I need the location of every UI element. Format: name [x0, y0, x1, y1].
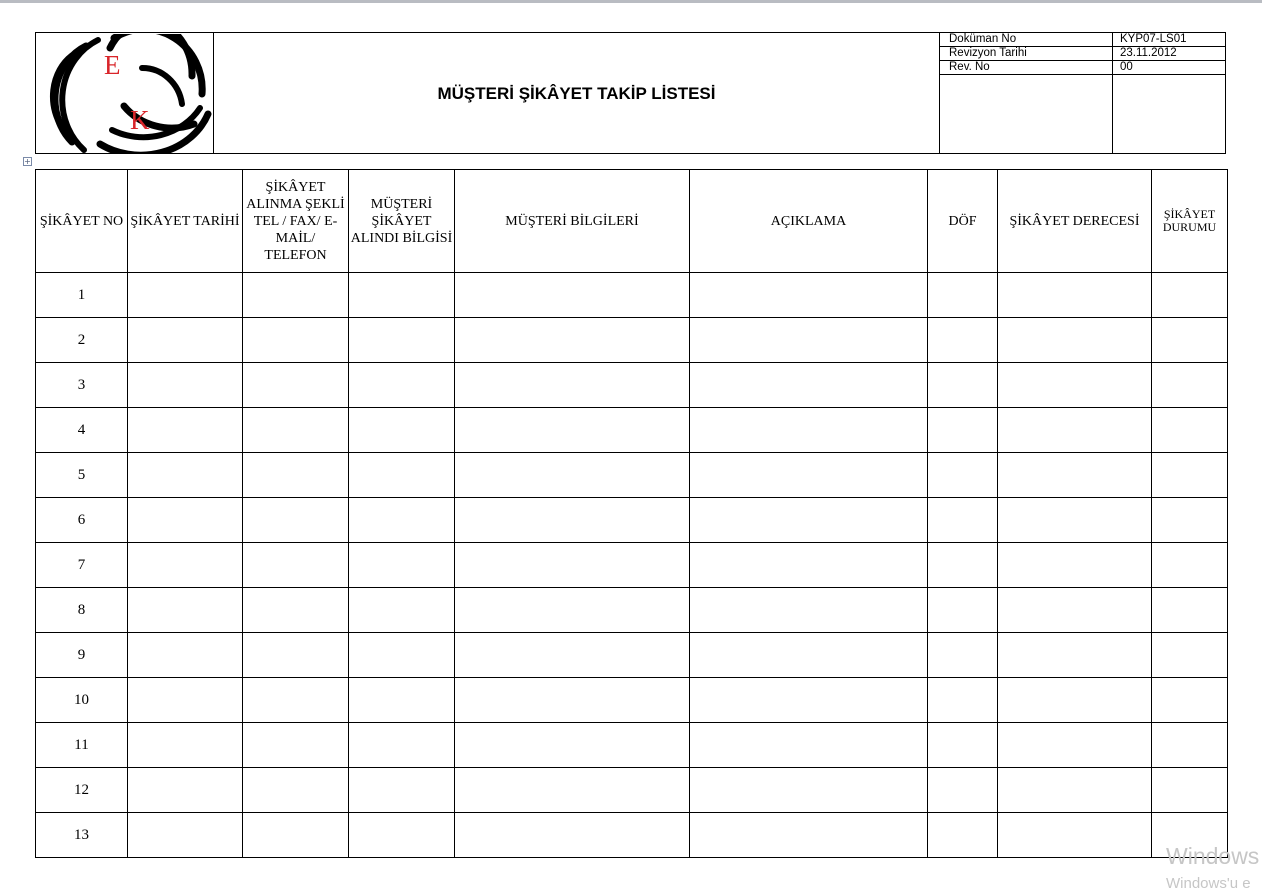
activation-watermark: Windows	[1166, 843, 1260, 869]
table-row	[36, 498, 1228, 543]
table-cell[interactable]	[928, 588, 998, 633]
table-cell[interactable]	[928, 678, 998, 723]
col-header-receipt-method: ŞİKÂYET ALINMA ŞEKLİ TEL / FAX/ E-MAİL/ TELEFON	[243, 170, 349, 273]
row-number: 5	[36, 453, 128, 498]
table-cell[interactable]	[349, 408, 455, 453]
table-cell[interactable]	[455, 678, 690, 723]
table-cell[interactable]	[690, 768, 928, 813]
table-cell[interactable]	[928, 813, 998, 858]
meta-row-rev-no	[940, 61, 1225, 75]
table-cell[interactable]	[998, 813, 1152, 858]
table-cell[interactable]	[128, 273, 243, 318]
logo-letter-bottom: K	[130, 105, 150, 135]
col-header-customer-info: MÜŞTERİ BİLGİLERİ	[455, 170, 690, 273]
table-cell[interactable]	[455, 768, 690, 813]
table-cell[interactable]	[928, 273, 998, 318]
meta-row-doc-no	[940, 33, 1225, 47]
activation-watermark-sub: Windows'u e	[1166, 875, 1251, 892]
table-cell[interactable]	[1152, 768, 1228, 813]
table-cell[interactable]	[1152, 273, 1228, 318]
table-cell[interactable]	[243, 633, 349, 678]
table-cell[interactable]	[455, 543, 690, 588]
table-cell[interactable]	[455, 453, 690, 498]
table-cell[interactable]	[998, 588, 1152, 633]
table-cell[interactable]	[1152, 453, 1228, 498]
table-move-handle-icon[interactable]: +	[24, 157, 31, 166]
table-cell[interactable]	[128, 318, 243, 363]
table-cell[interactable]	[243, 453, 349, 498]
table-cell[interactable]	[928, 543, 998, 588]
table-body	[36, 273, 1228, 858]
table-cell[interactable]	[128, 408, 243, 453]
table-cell[interactable]	[998, 723, 1152, 768]
table-cell[interactable]	[455, 273, 690, 318]
table-cell[interactable]	[998, 498, 1152, 543]
table-row	[36, 363, 1228, 408]
page-title: MÜŞTERİ ŞİKÂYET TAKİP LİSTESİ	[437, 84, 716, 103]
meta-label: Revizyon Tarihi	[949, 47, 1027, 59]
table-row	[36, 723, 1228, 768]
table-cell[interactable]	[928, 723, 998, 768]
title-cell	[214, 33, 940, 153]
table-cell[interactable]	[690, 408, 928, 453]
table-cell[interactable]	[128, 588, 243, 633]
row-number: 12	[36, 768, 128, 813]
table-cell[interactable]	[243, 588, 349, 633]
table-cell[interactable]	[928, 498, 998, 543]
table-cell[interactable]	[128, 678, 243, 723]
table-cell[interactable]	[1152, 633, 1228, 678]
table-cell[interactable]	[243, 498, 349, 543]
table-row	[36, 318, 1228, 363]
table-cell[interactable]	[690, 633, 928, 678]
table-cell[interactable]	[349, 273, 455, 318]
table-cell[interactable]	[349, 318, 455, 363]
row-number: 1	[36, 273, 128, 318]
table-cell[interactable]	[349, 813, 455, 858]
table-cell[interactable]	[1152, 363, 1228, 408]
table-cell[interactable]	[455, 588, 690, 633]
table-cell[interactable]	[1152, 543, 1228, 588]
table-cell[interactable]	[455, 633, 690, 678]
table-row	[36, 678, 1228, 723]
table-cell[interactable]	[243, 318, 349, 363]
table-cell[interactable]	[128, 543, 243, 588]
table-cell[interactable]	[690, 498, 928, 543]
table-cell[interactable]	[243, 723, 349, 768]
table-row	[36, 543, 1228, 588]
table-row	[36, 273, 1228, 318]
table-cell[interactable]	[455, 408, 690, 453]
logo-cell	[36, 33, 214, 153]
table-cell[interactable]	[128, 768, 243, 813]
table-cell[interactable]	[690, 363, 928, 408]
table-cell[interactable]	[128, 453, 243, 498]
table-cell[interactable]	[998, 318, 1152, 363]
table-cell[interactable]	[349, 633, 455, 678]
table-cell[interactable]	[998, 273, 1152, 318]
company-logo	[42, 34, 212, 154]
col-header-complaint-status-label: ŞİKÂYET DURUMU	[1162, 207, 1217, 234]
table-cell[interactable]	[928, 318, 998, 363]
row-number: 4	[36, 408, 128, 453]
table-cell[interactable]	[349, 678, 455, 723]
table-cell[interactable]	[349, 453, 455, 498]
logo-letter-top: E	[104, 50, 121, 80]
table-cell[interactable]	[128, 498, 243, 543]
col-header-complaint-date: ŞİKÂYET TARİHİ	[128, 170, 243, 273]
table-cell[interactable]	[998, 408, 1152, 453]
table-cell[interactable]	[128, 723, 243, 768]
row-number: 2	[36, 318, 128, 363]
table-cell[interactable]	[1152, 408, 1228, 453]
table-cell[interactable]	[243, 813, 349, 858]
table-cell[interactable]	[455, 498, 690, 543]
row-number: 3	[36, 363, 128, 408]
document-header	[35, 32, 1226, 154]
table-cell[interactable]	[128, 813, 243, 858]
table-cell[interactable]	[1152, 318, 1228, 363]
table-row	[36, 453, 1228, 498]
col-header-complaint-degree: ŞİKÂYET DERECESİ	[998, 170, 1152, 273]
table-cell[interactable]	[349, 543, 455, 588]
table-cell[interactable]	[243, 273, 349, 318]
table-cell[interactable]	[1152, 678, 1228, 723]
row-number: 7	[36, 543, 128, 588]
row-number: 13	[36, 813, 128, 858]
table-cell[interactable]	[690, 318, 928, 363]
table-cell[interactable]	[349, 498, 455, 543]
table-row	[36, 588, 1228, 633]
complaint-table	[35, 169, 1228, 858]
table-cell[interactable]	[243, 768, 349, 813]
table-cell[interactable]	[690, 678, 928, 723]
table-cell[interactable]	[998, 633, 1152, 678]
col-header-receipt-info: MÜŞTERİ ŞİKÂYET ALINDI BİLGİSİ	[349, 170, 455, 273]
table-row	[36, 408, 1228, 453]
table-row	[36, 768, 1228, 813]
table-row	[36, 813, 1228, 858]
table-cell[interactable]	[690, 588, 928, 633]
table-row	[36, 633, 1228, 678]
table-cell[interactable]	[928, 768, 998, 813]
table-cell[interactable]	[928, 453, 998, 498]
table-cell[interactable]	[349, 588, 455, 633]
table-cell[interactable]	[455, 723, 690, 768]
table-cell[interactable]	[455, 363, 690, 408]
row-number: 10	[36, 678, 128, 723]
document-meta	[940, 33, 1225, 153]
window-top-border	[0, 0, 1262, 3]
table-cell[interactable]	[690, 543, 928, 588]
row-number: 9	[36, 633, 128, 678]
table-cell[interactable]	[998, 453, 1152, 498]
meta-row-revision-date	[940, 47, 1225, 61]
row-number: 6	[36, 498, 128, 543]
table-cell[interactable]	[128, 633, 243, 678]
meta-label: Doküman No	[949, 33, 1017, 45]
table-cell[interactable]	[128, 363, 243, 408]
table-header-row	[36, 170, 1228, 273]
col-header-complaint-no: ŞİKÂYET NO	[36, 170, 128, 273]
table-cell[interactable]	[349, 723, 455, 768]
row-number: 8	[36, 588, 128, 633]
col-header-dof: DÖF	[928, 170, 998, 273]
table-cell[interactable]	[243, 543, 349, 588]
meta-value: 23.11.2012	[1120, 47, 1177, 59]
table-cell[interactable]	[998, 768, 1152, 813]
table-cell[interactable]	[349, 768, 455, 813]
table-cell[interactable]	[349, 363, 455, 408]
table-cell[interactable]	[1152, 588, 1228, 633]
table-cell[interactable]	[455, 318, 690, 363]
table-cell[interactable]	[690, 813, 928, 858]
col-header-description: AÇIKLAMA	[690, 170, 928, 273]
table-cell[interactable]	[690, 453, 928, 498]
row-number: 11	[36, 723, 128, 768]
table-cell[interactable]	[998, 678, 1152, 723]
table-cell[interactable]	[243, 408, 349, 453]
table-cell[interactable]	[998, 543, 1152, 588]
table-cell[interactable]	[455, 813, 690, 858]
table-cell[interactable]	[690, 273, 928, 318]
table-cell[interactable]	[1152, 723, 1228, 768]
table-cell[interactable]	[243, 363, 349, 408]
table-cell[interactable]	[928, 408, 998, 453]
table-cell[interactable]	[243, 678, 349, 723]
col-header-complaint-status	[1152, 170, 1228, 273]
table-cell[interactable]	[690, 723, 928, 768]
meta-value: KYP07-LS01	[1120, 33, 1187, 45]
table-cell[interactable]	[1152, 498, 1228, 543]
meta-label: Rev. No	[949, 61, 990, 73]
table-cell[interactable]	[998, 363, 1152, 408]
meta-value: 00	[1120, 61, 1133, 73]
table-cell[interactable]	[928, 633, 998, 678]
table-cell[interactable]	[928, 363, 998, 408]
